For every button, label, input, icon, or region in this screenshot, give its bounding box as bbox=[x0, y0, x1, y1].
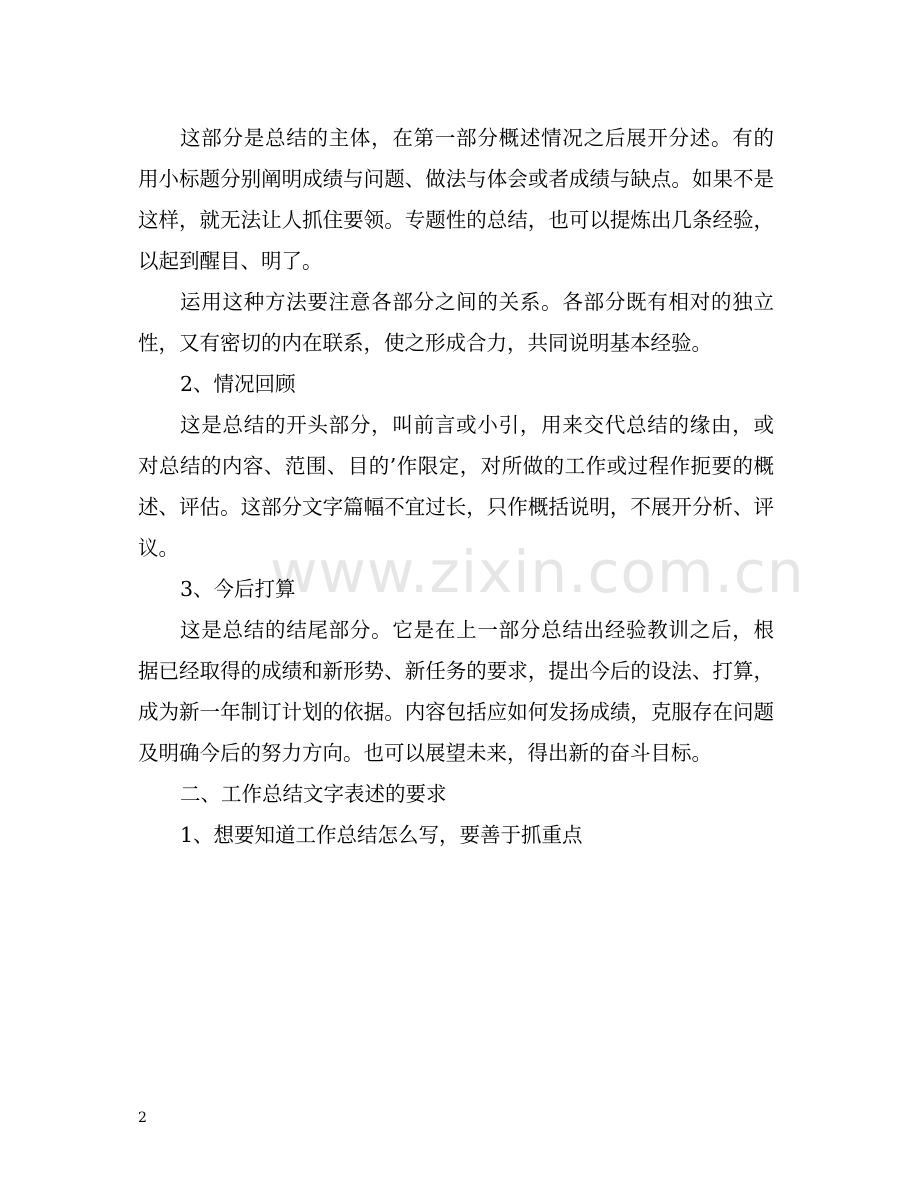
heading-situation-review: 2、情况回顾 bbox=[180, 372, 296, 396]
heading-writing-requirements: 二、工作总结文字表述的要求 bbox=[180, 782, 447, 806]
heading-future-plan: 3、今后打算 bbox=[180, 577, 296, 601]
paragraph-future-plan: 这是总结的结尾部分。它是在上一部分总结出经验教训之后，根据已经取得的成绩和新形势、新任务的要求，提出今后的设法、打算，成为新一年制订计划的依据。内容包括应如何发扬成绩，克服存在问题及明确今后的努力方向。也可以展望未来，得出新的奋斗目标。 bbox=[138, 618, 774, 765]
paragraph-method-note: 运用这种方法要注意各部分之间的关系。各部分既有相对的独立性，又有密切的内在联系，使之形成合力，共同说明基本经验。 bbox=[138, 290, 774, 355]
document-body bbox=[138, 118, 774, 856]
heading-focus-on-key-points: 1、想要知道工作总结怎么写，要善于抓重点 bbox=[180, 823, 583, 847]
paragraph-situation-review: 这是总结的开头部分，叫前言或小引，用来交代总结的缘由，或对总结的内容、范围、目的’作限定，对所做的工作或过程作扼要的概述、评估。这部分文字篇幅不宜过长，只作概括说明，不展开分析、评议。 bbox=[138, 413, 774, 560]
watermark: www.zixin.com.cn bbox=[270, 538, 805, 606]
paragraph-body-intro: 这部分是总结的主体，在第一部分概述情况之后展开分述。有的用小标题分别阐明成绩与问题、做法与体会或者成绩与缺点。如果不是这样，就无法让人抓住要领。专题性的总结，也可以提炼出几条经验，以起到醒目、明了。 bbox=[138, 126, 774, 273]
page-number: 2 bbox=[138, 1110, 147, 1126]
